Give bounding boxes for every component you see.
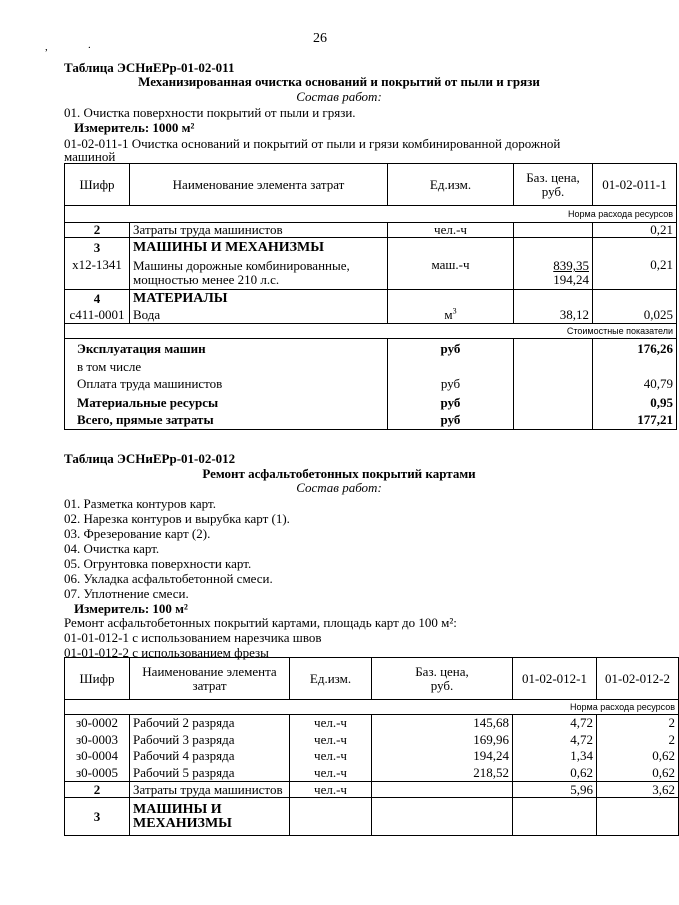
cost-label: Стоимостные показатели bbox=[65, 324, 677, 339]
scan-mark: , bbox=[45, 41, 48, 53]
header-price: Баз. цена, руб. bbox=[514, 164, 593, 206]
norm-label: Норма расхода ресурсов bbox=[65, 700, 679, 715]
table-row: з0-0004 Рабочий 4 разряда чел.-ч 194,24 1,34 0,62 bbox=[65, 748, 679, 765]
table1-subtitle: Механизированная очистка оснований и покрытий от пыли и грязи bbox=[138, 74, 540, 89]
table2-description: 01-01-012-1 с использованием нарезчика швов bbox=[64, 630, 322, 645]
table2-work-item: 03. Фрезерование карт (2). bbox=[64, 526, 211, 541]
table-row: 2 Затраты труда машинистов чел.-ч 0,21 bbox=[65, 223, 677, 238]
header-unit: Ед.изм. bbox=[388, 164, 514, 206]
table1-description: 01-02-011-1 Очистка оснований и покрытий от пыли и грязи комбинированной дорожной bbox=[64, 136, 561, 151]
header-name: Наименование элемента затрат bbox=[130, 658, 290, 700]
table2-work-item: 05. Огрунтовка поверхности карт. bbox=[64, 556, 252, 571]
table-row: 4 МАТЕРИАЛЫ bbox=[65, 290, 677, 308]
page-number: 26 bbox=[313, 31, 327, 46]
table2-header-row bbox=[65, 658, 679, 700]
table2-grid bbox=[64, 657, 679, 836]
table2-work-item: 07. Уплотнение смеси. bbox=[64, 586, 189, 601]
table2-work-item: 04. Очистка карт. bbox=[64, 541, 160, 556]
table2-work-item: 02. Нарезка контуров и вырубка карт (1). bbox=[64, 511, 290, 526]
table1-work-item: 01. Очистка поверхности покрытий от пыли и грязи. bbox=[64, 105, 356, 120]
table1-composition-label: Состав работ: bbox=[296, 89, 382, 104]
table1-header-row bbox=[65, 164, 677, 206]
table1-measure: Измеритель: 1000 м² bbox=[74, 120, 195, 135]
table-row: 3 МАШИНЫ И МЕХАНИЗМЫ bbox=[65, 798, 679, 836]
header-unit: Ед.изм. bbox=[290, 658, 372, 700]
table2-description: 01-01-012-2 с использованием фрезы bbox=[64, 645, 269, 660]
table-row: с411-0001 Вода $м^3$ 38,12 0,025 bbox=[65, 308, 677, 324]
table2-title: Таблица ЭСНиЕРр-01-02-012 bbox=[64, 451, 236, 466]
header-code: Шифр bbox=[65, 164, 130, 206]
norm-label: Норма расхода ресурсов bbox=[65, 206, 677, 223]
table2-work-item: 01. Разметка контуров карт. bbox=[64, 496, 216, 511]
cost-row: Эксплуатация машин руб 176,26 bbox=[65, 339, 677, 359]
header-col1: 01-02-011-1 bbox=[593, 164, 677, 206]
table2-description: Ремонт асфальтобетонных покрытий картами, площадь карт до 100 м²: bbox=[64, 615, 457, 630]
table-row: з0-0002 Рабочий 2 разряда чел.-ч 145,68 4,72 2 bbox=[65, 715, 679, 732]
cost-row: Материальные ресурсы руб 0,95 bbox=[65, 394, 677, 412]
table-row: з0-0003 Рабочий 3 разряда чел.-ч 169,96 4,72 2 bbox=[65, 732, 679, 748]
header-code: Шифр bbox=[65, 658, 130, 700]
table2-work-item: 06. Укладка асфальтобетонной смеси. bbox=[64, 571, 273, 586]
header-name: Наименование элемента затрат bbox=[130, 164, 388, 206]
table2-composition-label: Состав работ: bbox=[296, 480, 382, 495]
table2-subtitle: Ремонт асфальтобетонных покрытий картами bbox=[202, 466, 476, 481]
cost-row: Оплата труда машинистов руб 40,79 bbox=[65, 375, 677, 394]
table1-title: Таблица ЭСНиЕРр-01-02-011 bbox=[64, 60, 235, 75]
header-col1: 01-02-012-1 bbox=[513, 658, 597, 700]
cost-row: в том числе bbox=[65, 359, 677, 375]
table-row: з0-0005 Рабочий 5 разряда чел.-ч 218,52 0,62 0,62 bbox=[65, 765, 679, 782]
cost-row: Всего, прямые затраты руб 177,21 bbox=[65, 412, 677, 430]
table2-measure: Измеритель: 100 м² bbox=[74, 601, 188, 616]
header-price: Баз. цена, руб. bbox=[372, 658, 513, 700]
table1-description-cont: машиной bbox=[64, 149, 116, 164]
table-row: 2 Затраты труда машинистов чел.-ч 5,96 3,62 bbox=[65, 782, 679, 798]
table-row: х12-1341 Машины дорожные комбинированные, мощностью менее 210 л.с. маш.-ч 839,35 194,24 0,21 bbox=[65, 258, 677, 290]
header-col2: 01-02-012-2 bbox=[597, 658, 679, 700]
table1-grid bbox=[64, 163, 677, 430]
scan-mark: . bbox=[88, 39, 91, 51]
table-row: 3 МАШИНЫ И МЕХАНИЗМЫ bbox=[65, 238, 677, 258]
